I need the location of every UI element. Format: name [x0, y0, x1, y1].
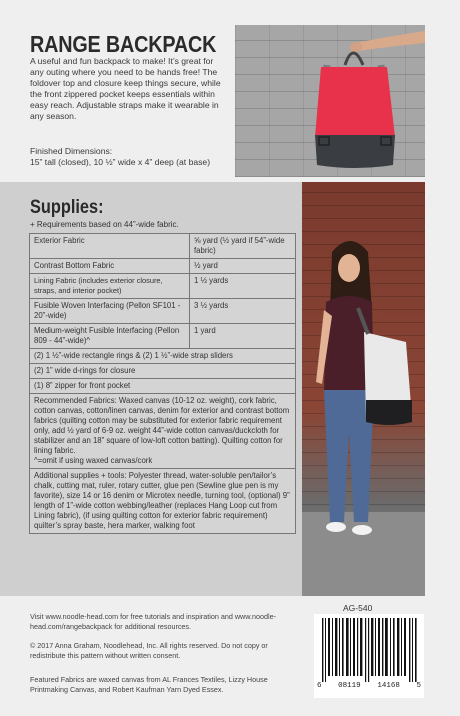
- page-title: RANGE BACKPACK: [30, 31, 217, 57]
- table-row: [30, 274, 296, 299]
- additional-supplies: Additional supplies + tools: Polyester thread, water-soluble pen/tailor’s chalk, cutting mat, ruler, rotary cutter, glue pen (Sewline glue pen is my favorite), size 14 or 16 denim or Microtex needle, turning tool, (optional) 9” length of 1”-wide cotton webbing/leather (replaces Hang Loop cut from Lining fabric), (if using quilting cotton for exterior fabric requirement) quilter’s spray baste, hera marker, walking foot: [30, 469, 296, 534]
- finished-dimensions: [30, 146, 230, 168]
- table-row: [30, 324, 296, 349]
- supply-label: Medium-weight Fusible Interfacing (Pellon 809 - 44”-wide)^: [30, 324, 190, 349]
- supply-label: Contrast Bottom Fabric: [30, 259, 190, 274]
- recommended-fabrics: [30, 394, 296, 469]
- table-row: [30, 394, 296, 469]
- supplies-heading: Supplies:: [30, 197, 104, 218]
- omit-note: ^=omit if using waxed canvas/cork: [34, 456, 153, 465]
- backpack-photo: [235, 25, 425, 177]
- supply-label: Fusible Woven Interfacing (Pellon SF101 - 20”-wide): [30, 299, 190, 324]
- supply-amount: 1 yard: [190, 324, 296, 349]
- dims-value: 15” tall (closed), 10 ½” wide x 4” deep (at base): [30, 157, 211, 167]
- barcode-bars: [320, 618, 418, 682]
- supply-amount: ½ yard: [190, 259, 296, 274]
- supply-item-d-rings: (2) 1” wide d-rings for closure: [30, 364, 296, 379]
- supply-amount: 3 ½ yards: [190, 299, 296, 324]
- supply-item-zipper: (1) 8” zipper for front pocket: [30, 379, 296, 394]
- featured-fabrics: Featured Fabrics are waxed canvas from AL Frances Textiles, Lizzy House Printmaking Canvas, and Robert Kaufman Yarn Dyed Essex.: [30, 675, 268, 694]
- intro-paragraph: A useful and fun backpack to make! It’s great for any outing where you need to be hands free! The foldover top and closure keep things secure, while the front zippered pocket keeps essentials within easy reach. Adjustable straps make it wearable in any season.: [30, 56, 221, 121]
- pattern-code: AG-540: [343, 603, 373, 613]
- table-row: [30, 259, 296, 274]
- dims-label: Finished Dimensions:: [30, 146, 113, 156]
- table-row: [30, 364, 296, 379]
- supplies-table: [29, 233, 296, 534]
- supply-label: Exterior Fabric: [30, 234, 190, 259]
- table-row: [30, 234, 296, 259]
- supply-label: Lining Fabric (includes exterior closure, straps, and interior pocket): [30, 274, 190, 299]
- table-row: [30, 349, 296, 364]
- recommended-fabrics-text: Recommended Fabrics: Waxed canvas (10-12 oz. weight), cork fabric, cotton canvas, cotton/linen canvas, denim for exterior and contrast bottom fabrics (quilting cotton may be substituted for exterior fabric requirement only, add ½ yard of 6-9 oz. weight 44”-wide cotton canvas/duckcloth for stabilizer and an 18” square of low-loft cotton batting). Quilting cotton for lining fabric.: [34, 396, 290, 455]
- copyright-notice: © 2017 Anna Graham, Noodlehead, Inc. All rights reserved. Do not copy or redistribute this pattern without written consent.: [30, 641, 268, 660]
- table-row: [30, 379, 296, 394]
- barcode: [314, 614, 424, 698]
- barcode-digits: 6 08119 14168 5: [317, 682, 421, 690]
- table-row: [30, 469, 296, 534]
- supply-amount: ⅝ yard (½ yard if 54”-wide fabric): [190, 234, 296, 259]
- supply-item-rings: (2) 1 ½”-wide rectangle rings & (2) 1 ½”-wide strap sliders: [30, 349, 296, 364]
- model-photo: [302, 182, 425, 596]
- table-row: [30, 299, 296, 324]
- supply-amount: 1 ½ yards: [190, 274, 296, 299]
- requirements-note: + Requirements based on 44”-wide fabric.: [30, 220, 179, 229]
- website-links: Visit www.noodle-head.com for free tutorials and inspiration and www.noodle-head.com/rangebackpack for additional resources.: [30, 612, 276, 631]
